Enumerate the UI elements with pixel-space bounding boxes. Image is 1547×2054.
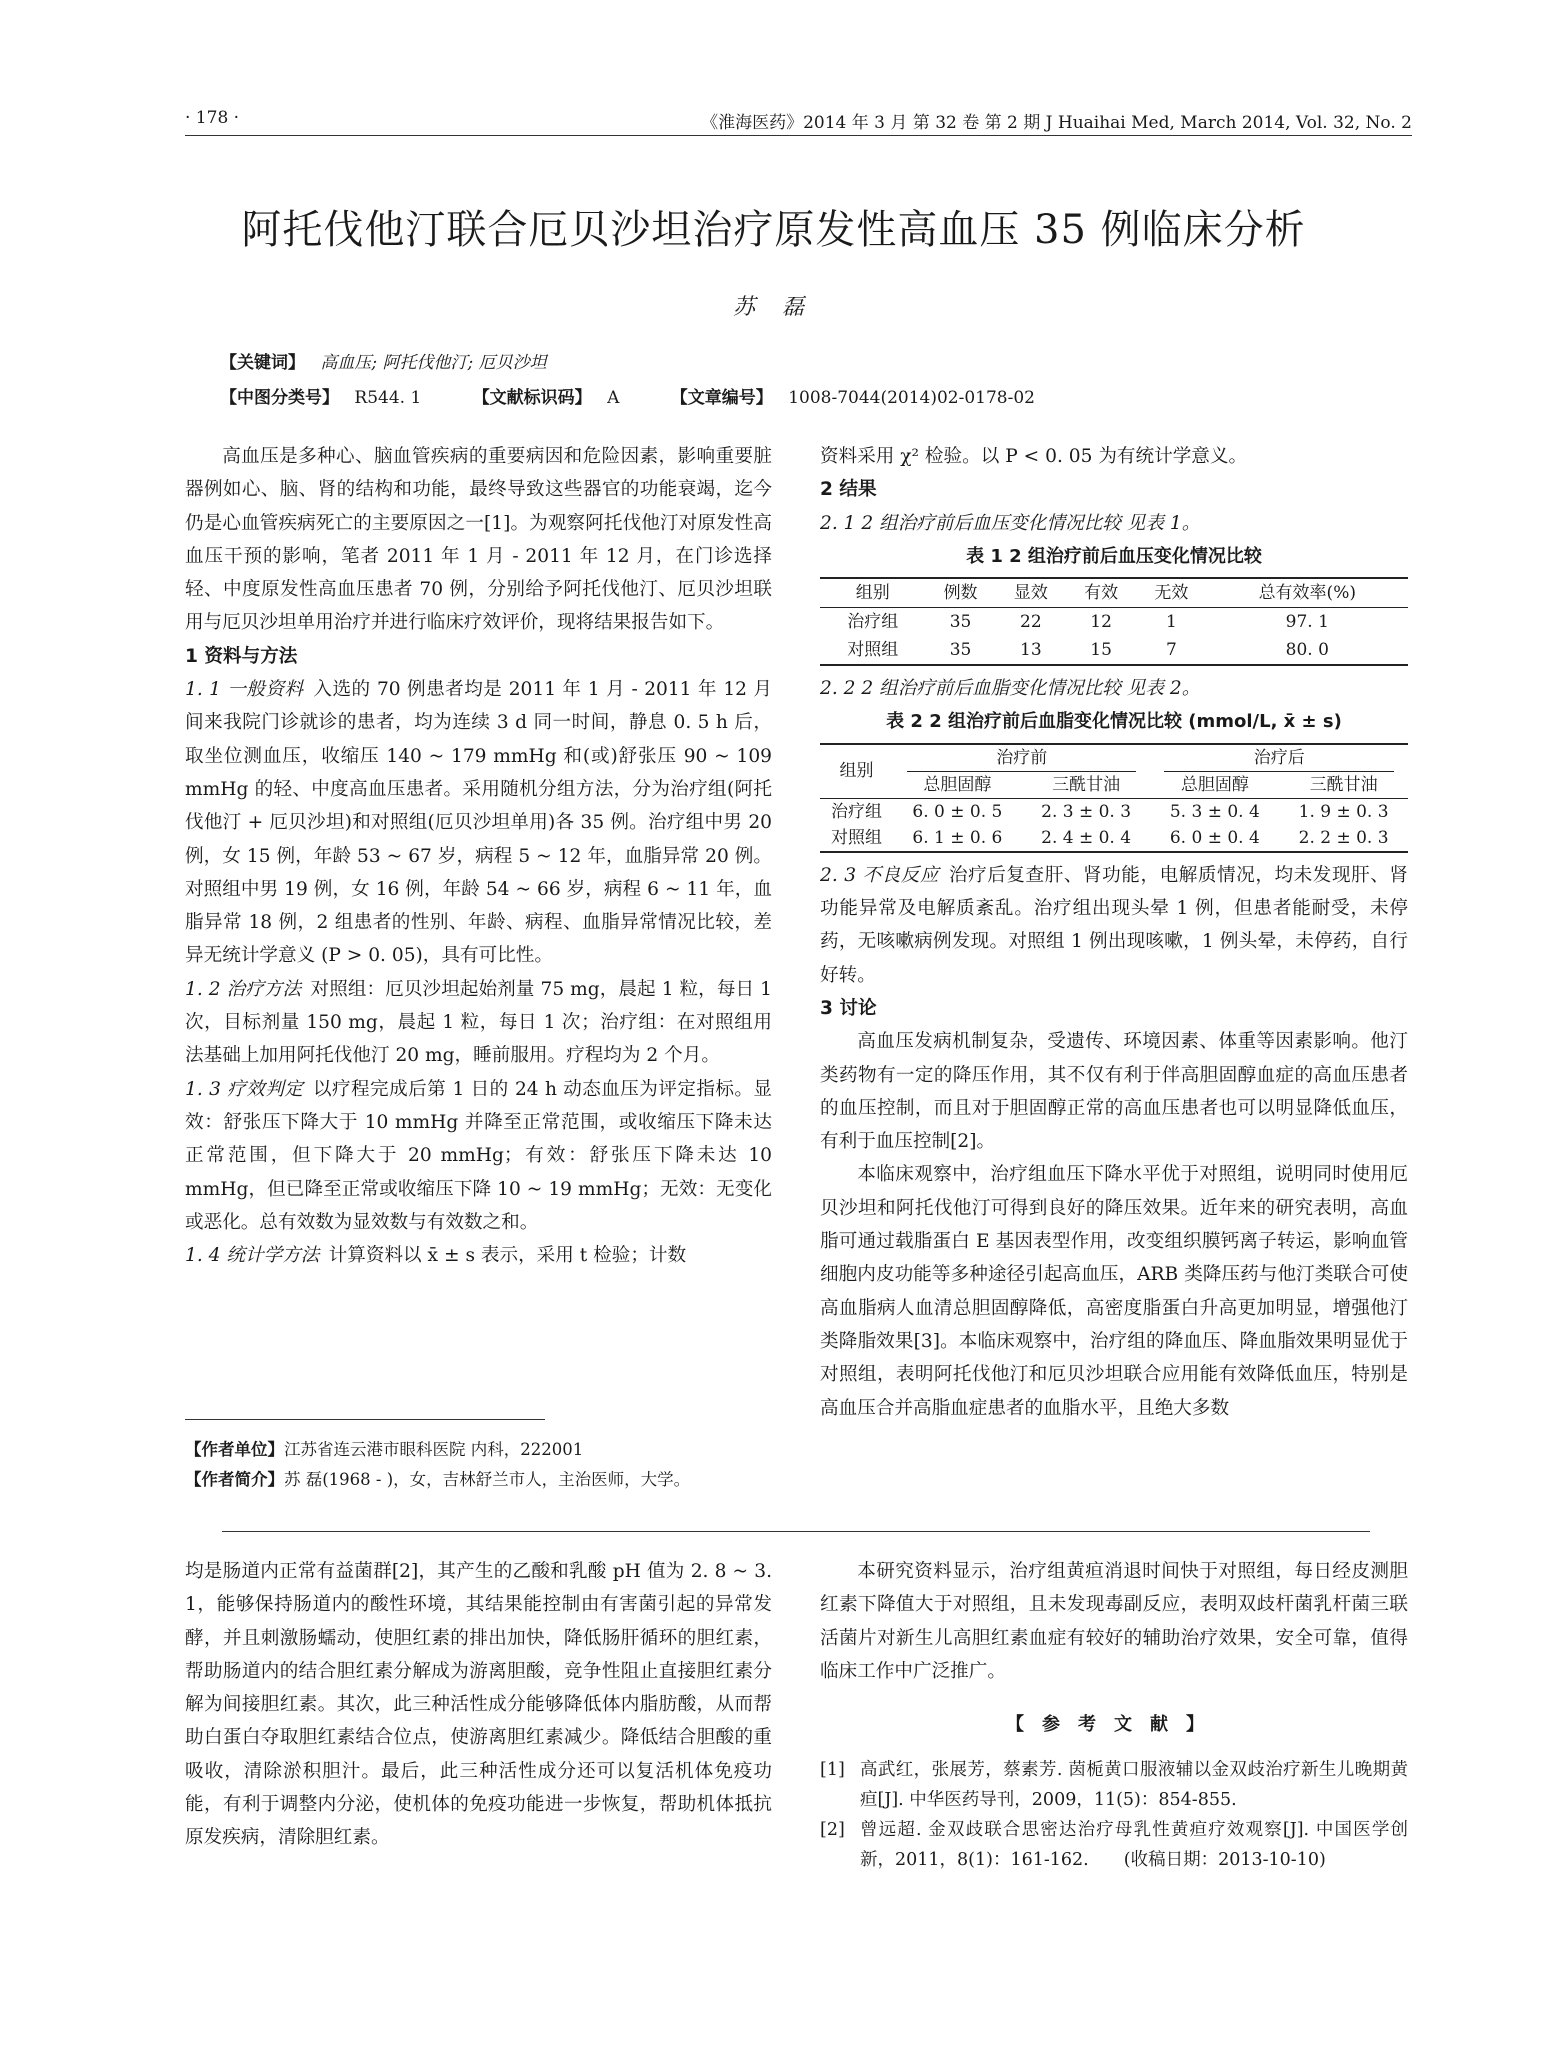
th-tc-pre: 总胆固醇 bbox=[923, 774, 992, 795]
author-name: 苏 磊 bbox=[733, 295, 814, 320]
received-date: (收稿日期：2013-10-10) bbox=[1123, 1850, 1326, 1871]
stats-cont: 资料采用 χ² 检验。以 P < 0. 05 为有统计学意义。 bbox=[820, 446, 1248, 467]
th-total-rate: 总有效率(%) bbox=[1258, 583, 1356, 604]
running-header bbox=[185, 104, 1412, 136]
author-bio: 苏 磊(1968 - )，女，吉林舒兰市人，主治医师，大学。 bbox=[284, 1470, 691, 1489]
section-3-heading: 3 讨论 bbox=[820, 997, 877, 1019]
table2-header-1 bbox=[820, 744, 1408, 772]
th-after bbox=[1150, 744, 1408, 772]
discussion-p1: 高血压发病机制复杂，受遗传、环境因素、体重等因素影响。他汀类药物有一定的降压作用，其不仅有利于伴高胆固醇血症的高血压患者的血压控制，而且对于胆固醇正常的高血压患者也可以明显降低血压，有利于血压控制[2]。 bbox=[820, 1031, 1408, 1153]
classification-line bbox=[220, 383, 1035, 408]
table2-caption: 表 2 2 组治疗前后血脂变化情况比较 (mmol/L, x̄ ± s) bbox=[886, 711, 1342, 733]
cell: 6. 0 ± 0. 5 bbox=[912, 801, 1003, 822]
s13-text: 以疗程完成后第 1 日的 24 h 动态血压为评定指标。显效：舒张压下降大于 10 mmHg 并降至正常范围，或收缩压下降未达正常范围，但下降大于 20 mmHg；有效：舒张压下降未达 10 mmHg，但已降至正常或收缩压下降 10 ~ 19 mmHg；无效：无变化或恶化。总有效数为显效数与有效数之和。 bbox=[185, 1078, 772, 1233]
discussion-p2: 本临床观察中，治疗组血压下降水平优于对照组，说明同时使用厄贝沙坦和阿托伐他汀可得到良好的降压效果。近年来的研究表明，高血脂可通过载脂蛋白 E 基因表型作用，改变组织膜钙离子转运，影响血管细胞内皮功能等多种途径引起高血压，ARB 类降压药与他汀类联合可使高血脂病人血清总胆固醇降低，高密度脂蛋白升高更加明显，增强他汀类降脂效果[3]。本临床观察中，治疗组的降血压、降血脂效果明显优于对照组，表明阿托伐他汀和厄贝沙坦联合应用能有效降低血压，特别是高血压合并高脂血症患者的血脂水平，且绝大多数 bbox=[820, 1164, 1408, 1419]
cell: 13 bbox=[1020, 640, 1042, 661]
table-row bbox=[820, 608, 1408, 637]
cell: 80. 0 bbox=[1285, 640, 1329, 661]
article-title: 阿托伐他汀联合厄贝沙坦治疗原发性高血压 35 例临床分析 bbox=[241, 207, 1306, 253]
cell: 2. 2 ± 0. 3 bbox=[1298, 827, 1389, 848]
s21-heading: 2. 1 2 组治疗前后血压变化情况比较 见表 1。 bbox=[820, 512, 1201, 534]
cell: 2. 3 ± 0. 3 bbox=[1041, 801, 1132, 822]
bottom-right-text: 本研究资料显示，治疗组黄疸消退时间快于对照组，每日经皮测胆红素下降值大于对照组，且未发现毒副反应，表明双歧杆菌乳杆菌三联活菌片对新生儿高胆红素血症有较好的辅助治疗效果，安全可靠，值得临床工作中广泛推广。 bbox=[820, 1561, 1408, 1682]
bottom-right-column bbox=[820, 1555, 1408, 1875]
bio-label: 【作者简介】 bbox=[185, 1470, 284, 1489]
cell: 治疗组 bbox=[831, 801, 882, 822]
ref-number: [2] bbox=[820, 1820, 845, 1841]
references-heading: 【参考文献】 bbox=[1006, 1714, 1222, 1736]
reference-1 bbox=[820, 1755, 1408, 1815]
keywords: 高血压; 阿托伐他汀; 厄贝沙坦 bbox=[320, 353, 547, 373]
th-before bbox=[893, 744, 1150, 772]
s22-heading: 2. 2 2 组治疗前后血脂变化情况比较 见表 2。 bbox=[820, 678, 1201, 700]
table-row bbox=[820, 825, 1408, 852]
ref-text: 高武红，张展芳，蔡素芳. 茵栀黄口服液辅以金双歧治疗新生儿晚期黄疸[J]. 中华医药导刊，2009，11(5)：854-855. bbox=[860, 1760, 1408, 1811]
clc-label: 【中图分类号】 bbox=[220, 388, 339, 408]
author-unit: 江苏省连云港市眼科医院 内科，222001 bbox=[284, 1440, 584, 1459]
th-ineffective: 无效 bbox=[1154, 583, 1189, 604]
section-divider bbox=[222, 1531, 1370, 1532]
table-row bbox=[820, 636, 1408, 665]
cell: 5. 3 ± 0. 4 bbox=[1169, 801, 1260, 822]
bottom-left-text: 均是肠道内正常有益菌群[2]，其产生的乙酸和乳酸 pH 值为 2. 8 ~ 3. 1，能够保持肠道内的酸性环境，其结果能控制由有害菌引起的异常发酵，并且刺激肠蠕动，使胆红素的排出加快，降低肠肝循环的胆红素，帮助肠道内的结合胆红素分解成为游离胆酸，竞争性阻止直接胆红素分解为间接胆红素。其次，此三种活性成分能够降低体内脂肪酸，从而帮助白蛋白夺取胆红素结合位点，使游离胆红素减少。降低结合胆酸的重吸收，清除淤积胆汁。最后，此三种活性成分还可以复活机体免疫功能，有利于调整内分泌，使机体的免疫功能进一步恢复，帮助机体抵抗原发疾病，清除胆红素。 bbox=[185, 1561, 772, 1849]
th-marked: 显效 bbox=[1013, 583, 1048, 604]
reference-2 bbox=[820, 1815, 1408, 1875]
ref-text: 曾远超. 金双歧联合思密达治疗母乳性黄疸疗效观察[J]. 中国医学创新，2011，8(1)：161-162. bbox=[860, 1820, 1408, 1871]
cell: 7 bbox=[1165, 640, 1177, 661]
cell: 1 bbox=[1165, 612, 1177, 633]
journal-citation: 《淮海医药》2014 年 3 月 第 32 卷 第 2 期 J Huaihai Med, March 2014, Vol. 32, No. 2 bbox=[701, 113, 1412, 133]
article-no: 1008-7044(2014)02-0178-02 bbox=[788, 388, 1036, 408]
cell: 1. 9 ± 0. 3 bbox=[1298, 801, 1389, 822]
header-rule bbox=[185, 135, 1412, 136]
unit-label: 【作者单位】 bbox=[185, 1440, 284, 1459]
doc-code: A bbox=[607, 388, 620, 408]
cell: 6. 0 ± 0. 4 bbox=[1169, 827, 1260, 848]
table1-header bbox=[820, 578, 1408, 608]
cell: 对照组 bbox=[847, 640, 899, 661]
article-no-label: 【文章编号】 bbox=[670, 388, 773, 408]
th-tg-pre: 三酰甘油 bbox=[1052, 774, 1121, 795]
th-effective: 有效 bbox=[1084, 583, 1119, 604]
cell: 6. 1 ± 0. 6 bbox=[912, 827, 1003, 848]
table-row bbox=[820, 798, 1408, 825]
cell: 2. 4 ± 0. 4 bbox=[1041, 827, 1132, 848]
th-tc-post: 总胆固醇 bbox=[1180, 774, 1249, 795]
clc-number: R544. 1 bbox=[354, 388, 422, 408]
s23-text: 治疗后复查肝、肾功能，电解质情况，均未发现肝、肾功能异常及电解质紊乱。治疗组出现头晕 1 例，但患者能耐受，未停药，无咳嗽病例发现。对照组 1 例出现咳嗽，1 例头晕，未停药，自行好转。 bbox=[820, 864, 1408, 986]
cell: 35 bbox=[949, 612, 972, 633]
s11-text: 入选的 70 例患者均是 2011 年 1 月 - 2011 年 12 月间来我院门诊就诊的患者，均为连续 3 d 同一时间，静息 0. 5 h 后，取坐位测血压，收缩压 140 ~ 179 mmHg 和(或)舒张压 90 ~ 109 mmHg 的轻、中度高血压患者。采用随机分组方法，分为治疗组(阿托伐他汀 + 厄贝沙坦)和对照组(厄贝沙坦单用)各 35 例。治疗组中男 20 例，女 15 例，年龄 53 ~ 67 岁，病程 5 ~ 12 年，血脂异常 20 例。对照组中男 19 例，女 16 例，年龄 54 ~ 66 岁，病程 6 ~ 11 年，血脂异常 18 例，2 组患者的性别、年龄、病程、血脂异常情况比较，差异无统计学意义 (P > 0. 05)，具有可比性。 bbox=[185, 679, 772, 967]
s12-text: 对照组：厄贝沙坦起始剂量 75 mg，晨起 1 粒，每日 1 次，目标剂量 150 mg，晨起 1 粒，每日 1 次；治疗组：在对照组用法基础上加用阿托伐他汀 20 mg，睡前服用。疗程均为 2 个月。 bbox=[185, 978, 772, 1067]
th-tg-post: 三酰甘油 bbox=[1309, 774, 1378, 795]
page-number: · 178 · bbox=[185, 108, 240, 128]
right-column bbox=[820, 440, 1408, 1425]
s13-heading: 1. 3 疗效判定 bbox=[185, 1078, 304, 1100]
keywords-label: 【关键词】 bbox=[220, 353, 305, 373]
table2 bbox=[820, 743, 1408, 853]
cell: 对照组 bbox=[831, 827, 882, 848]
doc-code-label: 【文献标识码】 bbox=[472, 388, 592, 408]
th-before-label: 治疗前 bbox=[907, 745, 1136, 772]
ref-number: [1] bbox=[820, 1760, 845, 1781]
intro-paragraph: 高血压是多种心、脑血管疾病的重要病因和危险因素，影响重要脏器例如心、脑、肾的结构和功能，最终导致这些器官的功能衰竭，迄今仍是心血管疾病死亡的主要原因之一[1]。为观察阿托伐他汀对原发性高血压干预的影响，笔者 2011 年 1 月 - 2011 年 12 月，在门诊选择轻、中度原发性高血压患者 70 例，分别给予阿托伐他汀、厄贝沙坦联用与厄贝沙坦单用治疗并进行临床疗效评价，现将结果报告如下。 bbox=[185, 446, 772, 634]
cell: 12 bbox=[1090, 612, 1112, 633]
th-group: 组别 bbox=[855, 583, 890, 604]
s12-heading: 1. 2 治疗方法 bbox=[185, 978, 302, 1000]
section-2-heading: 2 结果 bbox=[820, 479, 877, 501]
section-1-heading: 1 资料与方法 bbox=[185, 645, 298, 667]
bottom-left-column bbox=[185, 1555, 772, 1855]
s23-heading: 2. 3 不良反应 bbox=[820, 864, 940, 886]
keywords-line bbox=[220, 348, 547, 373]
footnote-rule bbox=[185, 1419, 545, 1420]
cell: 治疗组 bbox=[847, 612, 899, 633]
th-group: 组别 bbox=[820, 744, 893, 799]
s14-text: 计算资料以 x̄ ± s 表示，采用 t 检验；计数 bbox=[328, 1245, 687, 1267]
s11-heading: 1. 1 一般资料 bbox=[185, 679, 304, 701]
s14-heading: 1. 4 统计学方法 bbox=[185, 1245, 320, 1267]
cell: 97. 1 bbox=[1285, 612, 1329, 633]
author-footnote bbox=[185, 1435, 690, 1495]
th-cases: 例数 bbox=[943, 583, 978, 604]
cell: 22 bbox=[1020, 612, 1042, 633]
cell: 15 bbox=[1090, 640, 1112, 661]
th-after-label: 治疗后 bbox=[1164, 745, 1394, 772]
table1 bbox=[820, 577, 1408, 666]
cell: 35 bbox=[949, 640, 972, 661]
table2-header-2 bbox=[820, 772, 1408, 799]
left-column bbox=[185, 440, 772, 1272]
table1-caption: 表 1 2 组治疗前后血压变化情况比较 bbox=[966, 545, 1262, 567]
